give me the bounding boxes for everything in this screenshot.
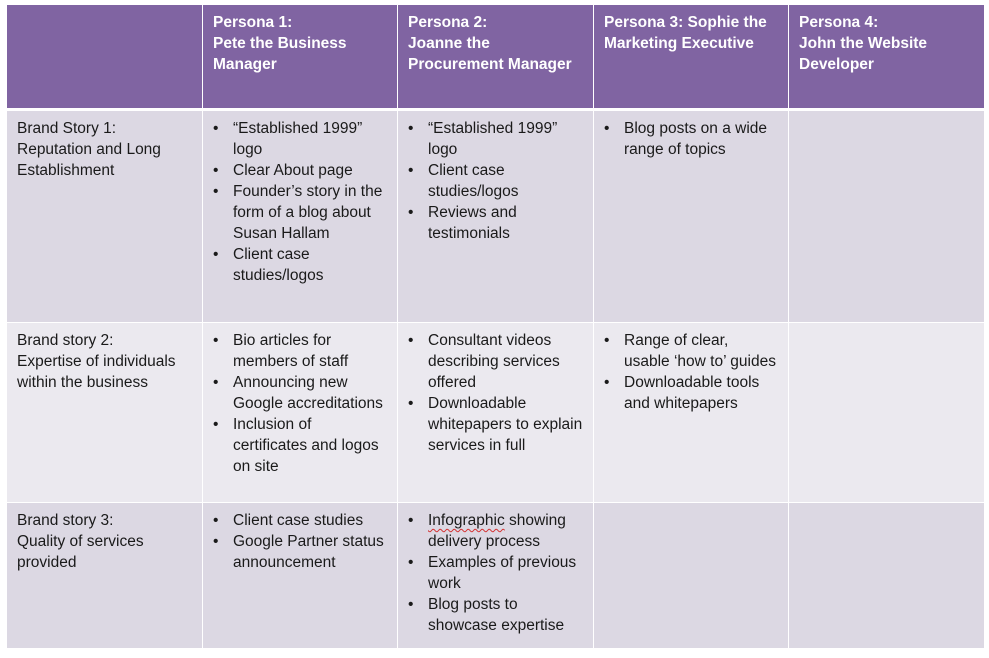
spellcheck-word: Infographic [428,512,505,529]
list-item: • Founder’s story in the form of a blog about Susan Hallam [233,181,387,244]
header-line: Persona 4: [799,14,879,31]
list-item: • Announcing new Google accreditations [233,372,387,414]
story-line: Brand Story 1: [17,120,117,137]
story-line: Quality of services [17,533,144,550]
story-line: Expertise of individuals [17,353,176,370]
persona-brand-story-table [6,4,985,649]
bullet-list [408,118,583,244]
list-item: • Clear About page [233,160,387,181]
story-line: Reputation and Long [17,141,161,158]
list-item: • Downloadable whitepapers to explain services in full [428,393,583,456]
cell-persona-2 [398,323,594,503]
bullet-list [408,510,583,636]
list-item: • Bio articles for members of staff [233,330,387,372]
header-line: John the Website [799,35,928,52]
list-item: • Examples of previous work [428,552,583,594]
bullet-list [604,330,778,414]
cell-persona-1 [203,503,398,649]
cell-persona-4 [789,323,985,503]
story-line: Brand story 3: [17,512,114,529]
list-item: • Google Partner status announcement [233,531,387,573]
list-item: • “Established 1999” logo [233,118,387,160]
bullet-list [213,330,387,477]
header-line: Manager [213,56,277,73]
bullet-list [408,330,583,456]
list-item: • Blog posts to showcase expertise [428,594,583,636]
list-item: • Client case studies/logos [233,244,387,286]
table-row-brand-story-3 [7,503,985,649]
list-item: • Infographic showing delivery process [428,510,583,552]
cell-persona-2 [398,503,594,649]
cell-persona-2 [398,110,594,323]
list-item: • Client case studies [233,510,387,531]
story-line: within the business [17,374,148,391]
cell-persona-3 [594,503,789,649]
list-item: • Client case studies/logos [428,160,583,202]
cell-persona-1 [203,110,398,323]
cell-persona-3 [594,323,789,503]
header-line: Procurement Manager [408,56,572,73]
bullet-list [213,510,387,573]
header-line: Pete the Business [213,35,347,52]
bullet-list [213,118,387,286]
bullet-list [604,118,778,160]
header-persona-2 [398,5,594,110]
header-line: Persona 3: Sophie the [604,14,767,31]
list-item: • Reviews and testimonials [428,202,583,244]
brand-story-cell [7,323,203,503]
story-line: provided [17,554,77,571]
brand-story-cell [7,503,203,649]
table-row-brand-story-2 [7,323,985,503]
story-line: Brand story 2: [17,332,114,349]
header-persona-3 [594,5,789,110]
header-line: Developer [799,56,874,73]
header-line: Joanne the [408,35,490,52]
list-item: • Downloadable tools and whitepapers [624,372,778,414]
header-row [7,5,985,110]
list-item: • Blog posts on a wide range of topics [624,118,778,160]
list-item: • Consultant videos describing services offered [428,330,583,393]
cell-persona-3 [594,110,789,323]
brand-story-cell [7,110,203,323]
list-item: • Range of clear, usable ‘how to’ guides [624,330,778,372]
table-row-brand-story-1 [7,110,985,323]
cell-persona-1 [203,323,398,503]
list-item: • Inclusion of certificates and logos on site [233,414,387,477]
header-line: Persona 1: [213,14,293,31]
header-line: Marketing Executive [604,35,754,52]
story-line: Establishment [17,162,115,179]
cell-persona-4 [789,110,985,323]
list-item: • “Established 1999” logo [428,118,583,160]
header-persona-4 [789,5,985,110]
header-persona-1 [203,5,398,110]
header-line: Persona 2: [408,14,488,31]
header-corner-cell [7,5,203,110]
cell-persona-4 [789,503,985,649]
